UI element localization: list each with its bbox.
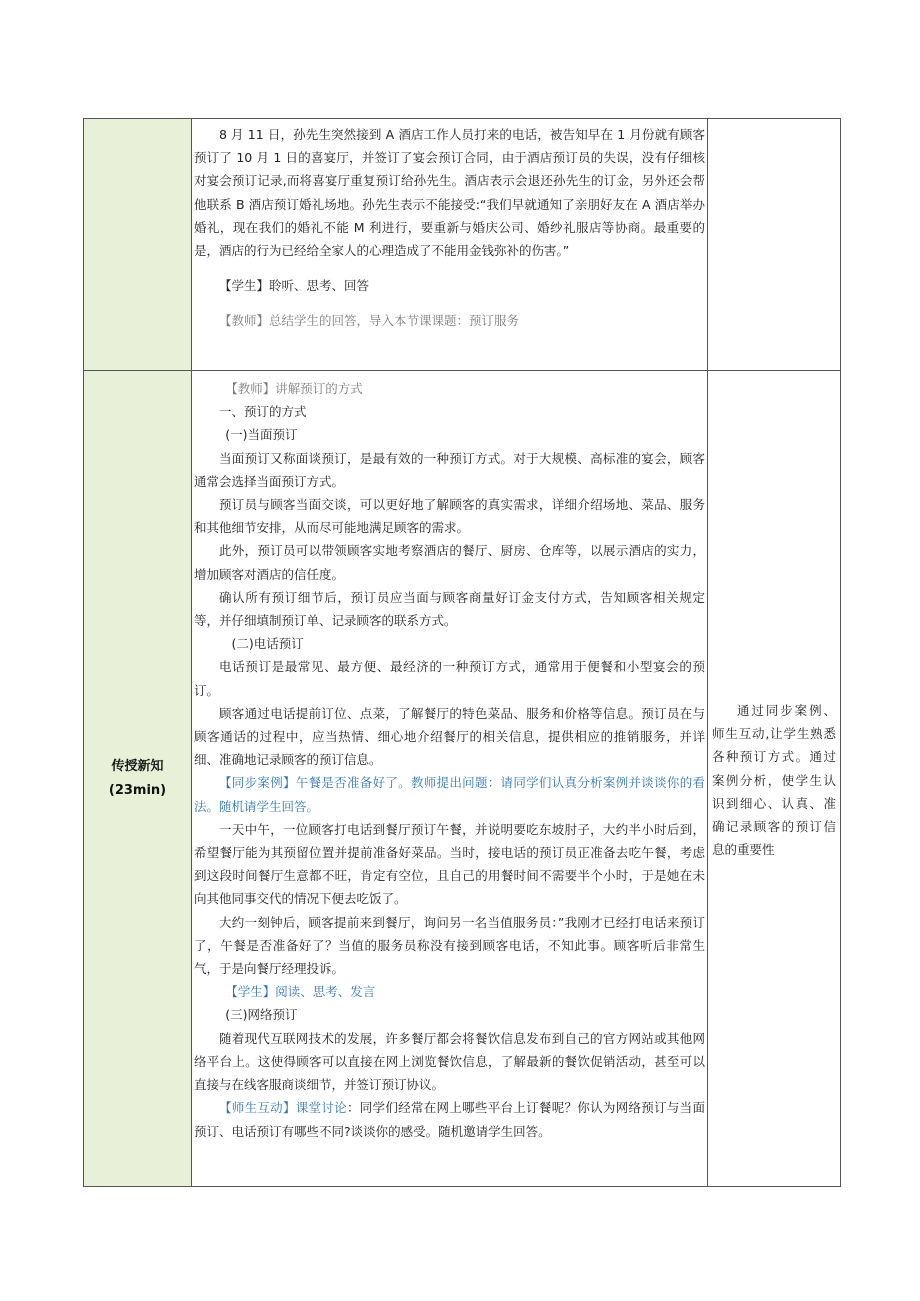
paragraph: 此外，预订员可以带领顾客实地考察酒店的餐厅、厨房、仓库等，以展示酒店的实力，增加顾客对酒店的信任度。 <box>194 543 705 582</box>
student-activity: 【学生】阅读、思考、发言 <box>225 984 376 1000</box>
design-intent-note: 通过同步案例、师生互动,让学生熟悉各种预订方式。通过案例分析，使学生认识到细心、认真、准确记录顾客的预订信息的重要性 <box>712 703 836 858</box>
stage-cell <box>84 371 192 1187</box>
section-heading: 一、预订的方式 <box>219 404 307 420</box>
subsection-heading: (一)当面预订 <box>225 427 298 443</box>
teacher-activity: 【教师】总结学生的回答，导入本节课课题：预订服务 <box>219 313 520 329</box>
stage-time: (23min) <box>108 782 167 798</box>
stage-cell-empty <box>84 119 192 371</box>
discussion-label: 课堂讨论 <box>295 1100 347 1116</box>
intro-row <box>84 119 841 371</box>
teacher-activity: 【教师】讲解预订的方式 <box>225 381 363 396</box>
paragraph: 预订员与顾客当面交谈，可以更好地了解顾客的真实需求，详细介绍场地、菜品、服务和其他细节安排，从而尽可能地满足顾客的需求。 <box>194 497 705 536</box>
content-cell <box>192 119 708 371</box>
paragraph: 确认所有预订细节后，预订员应当面与顾客商量好订金支付方式，告知顾客相关规定等，并仔细填制预订单、记录顾客的联系方式。 <box>194 589 705 629</box>
new-knowledge-row <box>84 371 841 1187</box>
content-cell <box>192 371 708 1187</box>
paragraph: 当面预订又称面谈预订，是最有效的一种预订方式。对于大规模、高标准的宴会，顾客通常会选择当面预订方式。 <box>194 450 705 489</box>
stage-name: 传授新知 <box>111 758 164 774</box>
case-paragraph: 大约一刻钟后，顾客提前来到餐厅，询问另一名当值服务员：”我刚才已经打电话来预订了，午餐是否准备好了？当值的服务员称没有接到顾客电话，不知此事。顾客听后非常生气，于是向餐厅经理投诉。 <box>194 914 705 977</box>
lesson-plan-table <box>83 118 841 1187</box>
discussion-paragraph <box>194 1096 705 1142</box>
paragraph: 顾客通过电话提前订位、点菜，了解餐厅的特色菜品、服务和价格等信息。预订员在与顾客通话的过程中，应当热情、细心地介绍餐厅的相关信息，提供相应的推销服务，并详细、准确地记录顾客的预订信息。 <box>194 705 705 768</box>
case-paragraph: 8 月 11 日，孙先生突然接到 A 酒店工作人员打来的电话，被告知早在 1 月份就有顾客预订了 10 月 1 日的喜宴厅，并签订了宴会预订合同，由于酒店预订员的失误，没有仔细核对宴会预订记录,而将喜宴厅重复预订给孙先生。酒店表示会退还孙先生的订金，另外还会帮他联系 B 酒店预订婚礼场地。孙先生表示不能接受:“我们早就通知了亲朋好友在 A 酒店举办婚礼，现在我们的婚礼不能 M 利进行，要重新与婚庆公司、婚纱礼服店等协商。最重要的是，酒店的行为已经给全家人的心理造成了不能用金钱弥补的伤害。” <box>194 127 705 259</box>
student-activity: 【学生】聆听、思考、回答 <box>219 278 370 294</box>
subsection-heading: (二)电话预订 <box>231 636 304 652</box>
note-cell-empty <box>708 119 841 371</box>
paragraph: 随着现代互联网技术的发展，许多餐厅都会将餐饮信息发布到自己的官方网站或其他网络平台上。这使得顾客可以直接在网上浏览餐饮信息，了解最新的餐饮促销活动，甚至可以直接与在线客服商谈细节，并签订预订协议。 <box>194 1030 705 1093</box>
discussion-tag: 【师生互动】 <box>219 1100 296 1116</box>
subsection-heading: (三)网络预订 <box>225 1007 298 1023</box>
paragraph: 电话预订是最常见、最方便、最经济的一种预订方式，通常用于便餐和小型宴会的预订。 <box>194 659 705 698</box>
note-cell <box>708 371 841 1187</box>
case-intro: 【同步案例】午餐是否准备好了。教师提出问题：请同学们认真分析案例并谈谈你的看法。随机请学生回答。 <box>194 775 705 814</box>
discussion-text: ：同学们经常在网上哪些平台上订餐呢？你认为网络预订与当面预订、电话预订有哪些不同?谈谈你的感受。随机邀请学生回答。 <box>194 1100 705 1139</box>
case-paragraph: 一天中午，一位顾客打电话到餐厅预订午餐，并说明要吃东坡肘子，大约半小时后到，希望餐厅能为其预留位置并提前准备好菜品。当时，接电话的预订员正准备去吃午餐，考虑到这段时间餐厅生意都不旺，肯定有空位，且自己的用餐时间不需要半个小时，于是她在未向其他同事交代的情况下便去吃饭了。 <box>194 821 705 907</box>
